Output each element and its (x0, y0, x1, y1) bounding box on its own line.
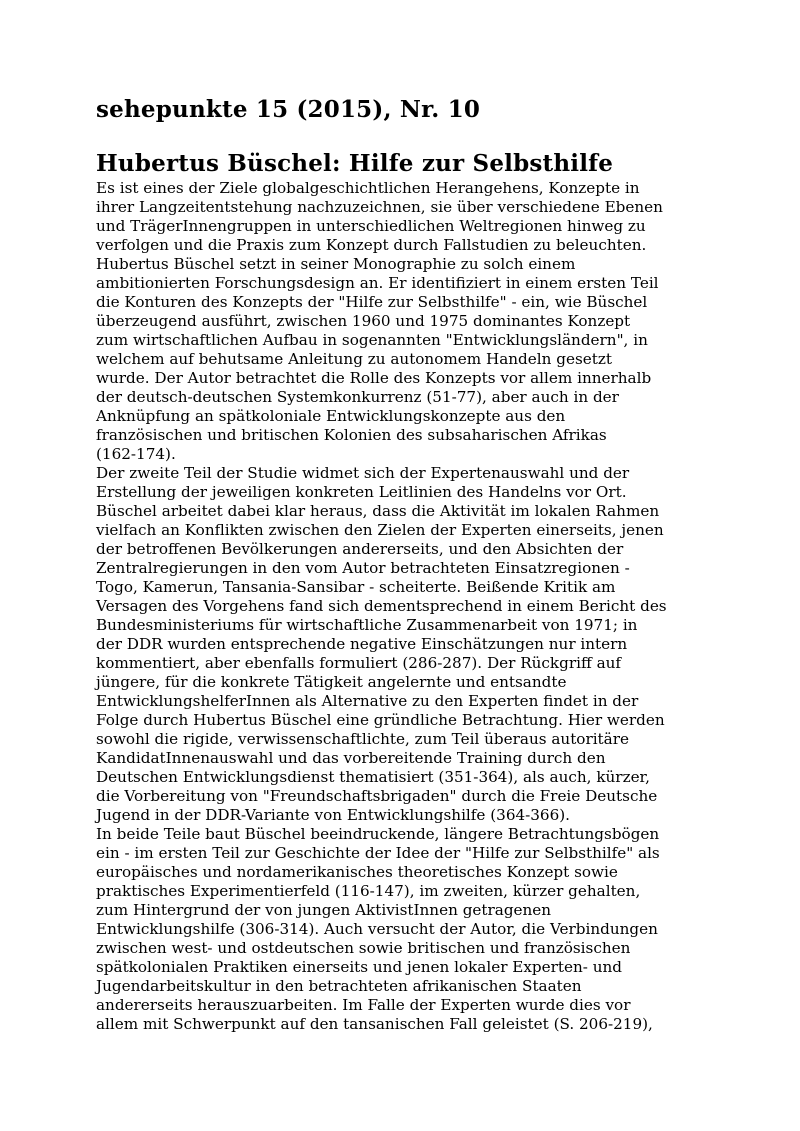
text-line: die Vorbereitung von "Freundschaftsbrigaden" durch die Freie Deutsche (96, 787, 658, 805)
text-line: der betroffenen Bevölkerungen andererseits, und den Absichten der (96, 540, 624, 558)
text-line: Deutschen Entwicklungsdienst thematisiert (351-364), als auch, kürzer, (96, 768, 650, 786)
text-line: Versagen des Vorgehens fand sich dementsprechend in einem Bericht des (96, 597, 667, 615)
text-line: Anknüpfung an spätkoloniale Entwicklungskonzepte aus den (96, 407, 566, 425)
text-line: Erstellung der jeweiligen konkreten Leitlinien des Handelns vor Ort. (96, 483, 627, 501)
text-line: Es ist eines der Ziele globalgeschichtlichen Herangehens, Konzepte in (96, 179, 640, 197)
text-line: Der zweite Teil der Studie widmet sich der Expertenauswahl und der (96, 464, 630, 482)
text-line: Jugendarbeitskultur in den betrachteten afrikanischen Staaten (96, 977, 582, 995)
text-line: Folge durch Hubertus Büschel eine gründliche Betrachtung. Hier werden (96, 711, 665, 729)
text-line: EntwicklungshelferInnen als Alternative zu den Experten findet in der (96, 692, 639, 710)
review-title: Hubertus Büschel: Hilfe zur Selbsthilfe (96, 150, 614, 177)
text-line: vielfach an Konflikten zwischen den Zielen der Experten einerseits, jenen (96, 521, 664, 539)
text-line: Entwicklungshilfe (306-314). Auch versucht der Autor, die Verbindungen (96, 920, 658, 938)
text-line: allem mit Schwerpunkt auf den tansanischen Fall geleistet (S. 206-219), (96, 1015, 653, 1033)
paragraph (96, 825, 708, 1034)
text-line: (162-174). (96, 445, 176, 463)
paragraph (96, 464, 708, 825)
journal-citation: sehepunkte 15 (2015), Nr. 10 (96, 96, 481, 123)
text-line: überzeugend ausführt, zwischen 1960 und 1975 dominantes Konzept (96, 312, 631, 330)
text-line: ein - im ersten Teil zur Geschichte der Idee der "Hilfe zur Selbsthilfe" als (96, 844, 660, 862)
text-line: Zentralregierungen in den vom Autor betrachteten Einsatzregionen - (96, 559, 630, 577)
text-line: und TrägerInnengruppen in unterschiedlichen Weltregionen hinweg zu (96, 217, 646, 235)
text-line: der DDR wurden entsprechende negative Einschätzungen nur intern (96, 635, 628, 653)
text-line: welchem auf behutsame Anleitung zu autonomem Handeln gesetzt (96, 350, 612, 368)
text-line: zwischen west- und ostdeutschen sowie britischen und französischen (96, 939, 631, 957)
text-line: In beide Teile baut Büschel beeindruckende, längere Betrachtungsbögen (96, 825, 660, 843)
text-line: ihrer Langzeitentstehung nachzuzeichnen, sie über verschiedene Ebenen (96, 198, 663, 216)
text-line: europäisches und nordamerikanisches theoretisches Konzept sowie (96, 863, 618, 881)
text-line: andererseits herauszuarbeiten. Im Falle der Experten wurde dies vor (96, 996, 631, 1014)
review-body (96, 179, 708, 1034)
text-line: zum wirtschaftlichen Aufbau in sogenannten "Entwicklungsländern", in (96, 331, 648, 349)
text-line: wurde. Der Autor betrachtet die Rolle des Konzepts vor allem innerhalb (96, 369, 652, 387)
document-page (96, 96, 708, 1034)
text-line: die Konturen des Konzepts der "Hilfe zur Selbsthilfe" - ein, wie Büschel (96, 293, 648, 311)
text-line: zum Hintergrund der von jungen AktivistInnen getragenen (96, 901, 552, 919)
text-line: praktisches Experimentierfeld (116-147), im zweiten, kürzer gehalten, (96, 882, 641, 900)
text-line: verfolgen und die Praxis zum Konzept durch Fallstudien zu beleuchten. (96, 236, 647, 254)
text-line: jüngere, für die konkrete Tätigkeit angelernte und entsandte (96, 673, 567, 691)
text-line: der deutsch-deutschen Systemkonkurrenz (51-77), aber auch in der (96, 388, 619, 406)
text-line: spätkolonialen Praktiken einerseits und jenen lokaler Experten- und (96, 958, 623, 976)
text-line: französischen und britischen Kolonien des subsaharischen Afrikas (96, 426, 607, 444)
text-line: sowohl die rigide, verwissenschaftlichte, zum Teil überaus autoritäre (96, 730, 629, 748)
paragraph (96, 179, 708, 464)
text-line: Jugend in der DDR-Variante von Entwicklungshilfe (364-366). (96, 806, 571, 824)
text-line: kommentiert, aber ebenfalls formuliert (286-287). Der Rückgriff auf (96, 654, 622, 672)
text-line: ambitionierten Forschungsdesign an. Er identifiziert in einem ersten Teil (96, 274, 659, 292)
text-line: Hubertus Büschel setzt in seiner Monographie zu solch einem (96, 255, 576, 273)
text-line: Togo, Kamerun, Tansania-Sansibar - scheiterte. Beißende Kritik am (96, 578, 616, 596)
text-line: KandidatInnenauswahl und das vorbereitende Training durch den (96, 749, 606, 767)
text-line: Büschel arbeitet dabei klar heraus, dass die Aktivität im lokalen Rahmen (96, 502, 660, 520)
text-line: Bundesministeriums für wirtschaftliche Zusammenarbeit von 1971; in (96, 616, 638, 634)
